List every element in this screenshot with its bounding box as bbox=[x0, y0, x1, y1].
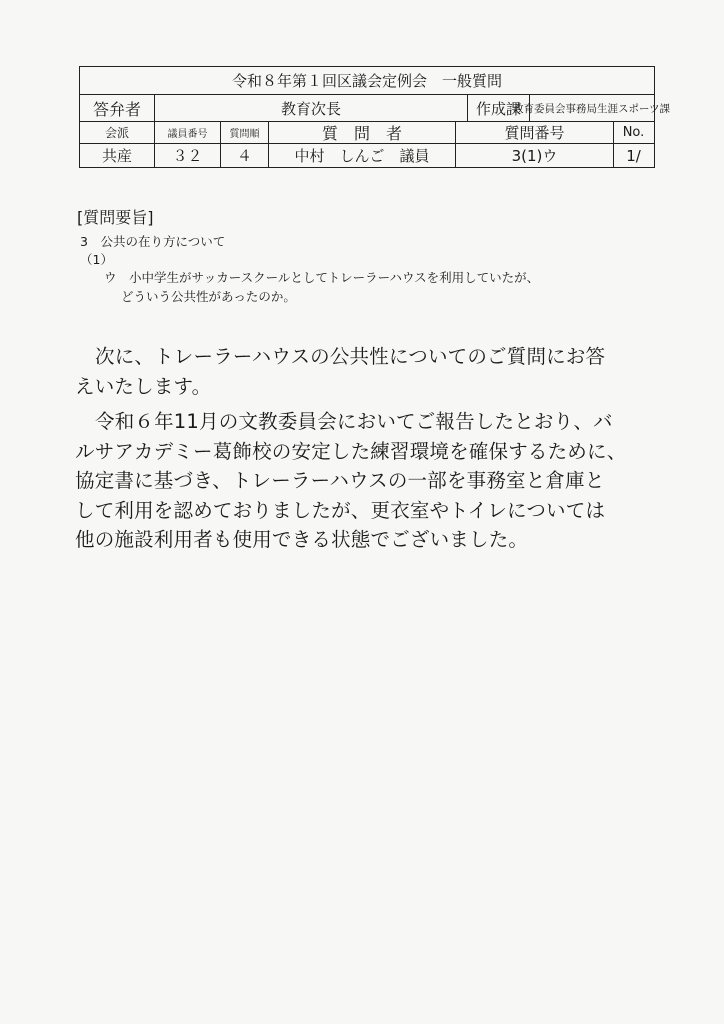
summary-sub: （1） bbox=[80, 252, 113, 267]
order-value: ４ bbox=[220, 144, 268, 167]
section-label: 作成課 bbox=[467, 95, 529, 121]
header-labels-row bbox=[80, 121, 654, 143]
question-line-1: ウ 小中学生がサッカースクールとしてトレーラーハウスを利用していたが、 bbox=[104, 270, 540, 285]
summary-item: 3 公共の在り方について bbox=[80, 234, 226, 249]
page-no-value: 1/ bbox=[613, 144, 653, 167]
summary-title: [質問要旨] bbox=[77, 208, 154, 227]
header-respondent-row bbox=[80, 94, 671, 121]
answer-line: えいたします。 bbox=[75, 374, 212, 398]
answer-line: して利用を認めておりましたが、更衣室やトイレについては bbox=[75, 498, 606, 522]
answer-paragraph-1 bbox=[75, 342, 665, 401]
answer-line: 次に、トレーラーハウスの公共性についてのご質問にお答 bbox=[95, 345, 606, 368]
document-title: 令和８年第１回区議会定例会 一般質問 bbox=[231, 72, 502, 90]
section-value: 教育委員会事務局生涯スポーツ課 bbox=[529, 95, 653, 121]
respondent-value: 教育次長 bbox=[154, 95, 467, 121]
header-title-row bbox=[80, 67, 654, 94]
question-line-2: どういう公共性があったのか。 bbox=[121, 289, 296, 304]
header-values-row bbox=[80, 143, 654, 167]
answer-line: 令和６年11月の文教委員会においてご報告したとおり、バ bbox=[95, 410, 613, 433]
member-no-value: ３２ bbox=[154, 144, 220, 167]
order-label: 質問順 bbox=[220, 122, 268, 143]
no-label: No. bbox=[613, 122, 653, 143]
faction-value: 共産 bbox=[101, 147, 132, 165]
answer-body bbox=[75, 342, 665, 561]
question-no-value: 3(1)ウ bbox=[455, 144, 613, 167]
answer-line: 協定書に基づき、トレーラーハウスの一部を事務室と倉庫と bbox=[75, 469, 605, 492]
answer-paragraph-2 bbox=[75, 407, 665, 555]
answer-line: 他の施設利用者も使用できる状態でございました。 bbox=[75, 528, 529, 551]
questioner-value: 中村 しんご 議員 bbox=[268, 144, 455, 167]
answer-line: ルサアカデミー葛飾校の安定した練習環境を確保するために、 bbox=[75, 439, 627, 463]
member-no-label: 議員番号 bbox=[154, 122, 220, 143]
faction-label: 会派 bbox=[104, 126, 129, 140]
header-table bbox=[79, 66, 671, 168]
question-no-label: 質問番号 bbox=[455, 122, 613, 143]
summary-question bbox=[104, 268, 664, 306]
questioner-label: 質 問 者 bbox=[268, 122, 455, 143]
respondent-label: 答弁者 bbox=[92, 99, 141, 119]
